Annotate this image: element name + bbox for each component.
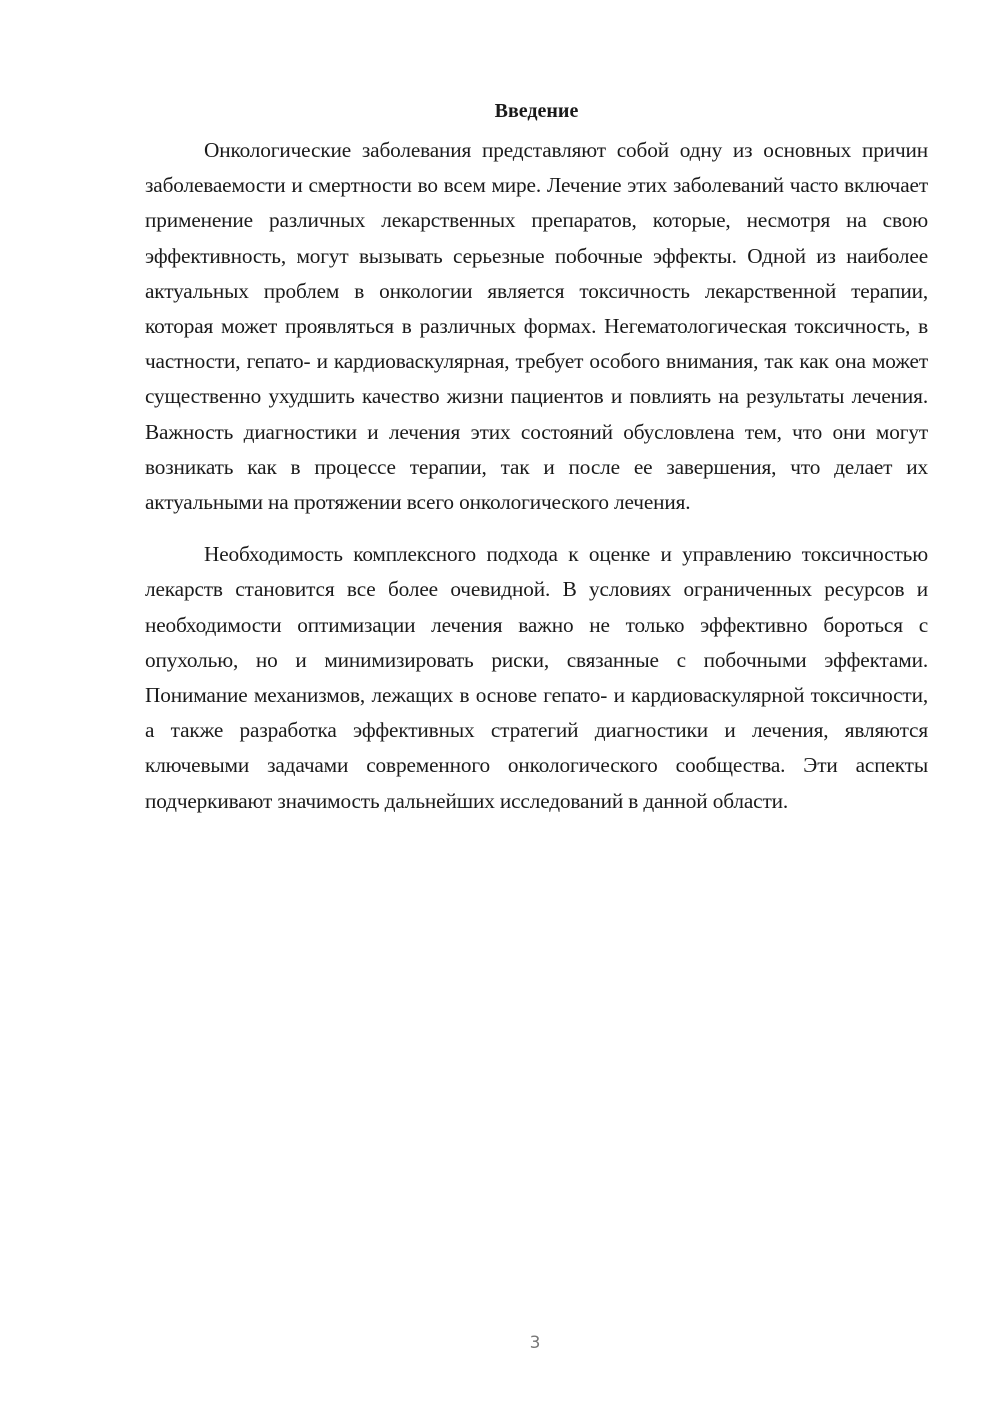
document-page: [145, 92, 928, 819]
page-number: 3: [529, 1333, 541, 1353]
paragraph-2: Необходимость комплексного подхода к оценке и управлению токсичностью лекарств становится все более очевидной. В условиях ограниченных ресурсов и необходимости оптимизации лечения важно не только эффективно бороться с опухолью, но и минимизировать риски, связанные с побочными эффектами. Понимание механизмов, лежащих в основе гепато- и кардиоваскулярной токсичности, а также разработка эффективных стратегий диагностики и лечения, являются ключевыми задачами современного онкологического сообщества. Эти аспекты подчеркивают значимость дальнейших исследований в данной области.: [145, 542, 928, 813]
section-heading: Введение: [494, 100, 579, 122]
paragraph-1: Онкологические заболевания представляют собой одну из основных причин заболеваемости и смертности во всем мире. Лечение этих заболеваний часто включает применение различных лекарственных препаратов, которые, несмотря на свою эффективность, могут вызывать серьезные побочные эффекты. Одной из наиболее актуальных проблем в онкологии является токсичность лекарственной терапии, которая может проявляться в различных формах. Негематологическая токсичность, в частности, гепато- и кардиоваскулярная, требует особого внимания, так как она может существенно ухудшить качество жизни пациентов и повлиять на результаты лечения. Важность диагностики и лечения этих состояний обусловлена тем, что они могут возникать как в процессе терапии, так и после ее завершения, что делает их актуальными на протяжении всего онкологического лечения.: [145, 138, 928, 515]
